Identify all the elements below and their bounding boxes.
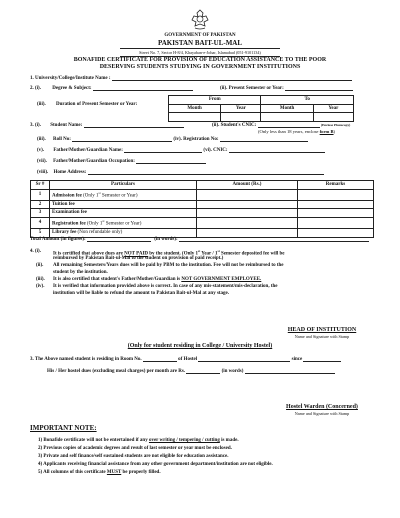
section-3iii-number: (iii). <box>37 137 46 142</box>
note-1: 1) Bonafide certificate will not be entertained if any over writing / tempering / cutting is made. <box>38 438 239 443</box>
section-2i-number: 2. (i). <box>30 86 41 91</box>
declaration-4i-number: 4. (i). <box>30 249 41 254</box>
declaration-4ii-text-2: student by the institution. <box>53 270 108 275</box>
fee-particular: Registration fee (Only 1st Semester or Year) <box>50 218 197 229</box>
fee-sr: 5 <box>31 229 50 238</box>
fee-particular: Library fee (Non refundable only) <box>50 229 197 238</box>
hostel-room-row <box>30 356 341 362</box>
section-3viii-number: (viii). <box>37 170 49 175</box>
fee-remarks-cell[interactable] <box>298 200 374 209</box>
to-year-header: Year <box>313 104 353 113</box>
present-semester-label: (ii). Present Semester or Year: <box>220 86 284 91</box>
enclose-photocopy-note: (Enclose Photocopy) <box>320 123 351 127</box>
duration-table <box>168 95 354 122</box>
hostel-dues-field[interactable] <box>186 368 220 374</box>
total-words-label: (in words): <box>154 237 178 242</box>
declaration-4ii-number: (ii). <box>36 263 44 268</box>
hostel-room-label: 3. The Above named student is residing in Room No. <box>30 357 142 362</box>
student-cnic-field[interactable] <box>258 122 320 128</box>
fee-header-amount: Amount (Rs.) <box>197 181 298 190</box>
fee-sr: 2 <box>31 200 50 209</box>
from-month-header: Month <box>169 104 221 113</box>
table-row <box>31 189 374 200</box>
duration-to-header: To <box>261 96 354 105</box>
note-4: 4) Applicants receiving financial assistance from any other government department/institution are not eligible. <box>38 462 273 467</box>
institute-name-field[interactable] <box>112 75 352 81</box>
fee-amount-cell[interactable] <box>197 200 298 209</box>
hostel-warden-subtitle: Name and Signature with Stamp <box>294 411 350 416</box>
hostel-section-heading: (Only for student residing in College / University Hostel) <box>127 343 273 349</box>
degree-subject-field[interactable] <box>93 85 193 91</box>
fee-table <box>30 180 374 238</box>
government-heading: GOVERNMENT OF PAKISTAN <box>164 33 236 38</box>
student-name-label: Student Name: <box>50 123 83 128</box>
fee-header-particulars: Particulars <box>50 181 197 190</box>
total-figures-label: Total Amount (in figures): <box>30 237 86 242</box>
fee-remarks-cell[interactable] <box>298 209 374 218</box>
fee-particular: Admission fee (Only 1st Semester or Year) <box>50 189 197 200</box>
hostel-warden-title: Hostel Warden (Concerned) <box>286 404 358 410</box>
section-3vii-number: (vii). <box>37 159 47 164</box>
duration-label: Duration of Present Semester or Year: <box>56 102 138 107</box>
fee-header-sr: Sr # <box>31 181 50 190</box>
important-note-title: IMPORTANT NOTE: <box>30 424 97 432</box>
hostel-dues-label: His / Her hostel dues (excluding meal charges) per month are Rs. <box>47 369 186 374</box>
head-of-institution-title: HEAD OF INSTITUTION <box>287 327 357 333</box>
declaration-4iv-text-2: institution will be liable to refund the amount to Pakistan Bait-ul-Mal at any stage. <box>53 291 230 296</box>
head-of-institution-subtitle: Name and Signature with Stamp <box>294 334 350 339</box>
degree-row <box>30 85 193 91</box>
organization-name: PAKISTAN BAIT-UL-MAL <box>157 39 243 47</box>
room-no-field[interactable] <box>143 356 177 362</box>
present-semester-row <box>220 85 353 91</box>
total-figures-field[interactable] <box>87 236 151 242</box>
hostel-name-field[interactable] <box>198 356 290 362</box>
from-year-header: Year <box>221 104 261 113</box>
guardian-name-row <box>37 147 325 153</box>
guardian-name-label: Father/Mother/Guardian Name: <box>53 148 123 153</box>
to-year-cell[interactable] <box>313 113 353 122</box>
section-3i-number: 3. (i). <box>30 123 41 128</box>
hostel-since-field[interactable] <box>303 356 341 362</box>
student-name-row <box>30 122 184 128</box>
fee-amount-cell[interactable] <box>197 209 298 218</box>
roll-no-label: Roll No: <box>53 137 71 142</box>
under-18-note-end: ) <box>333 129 336 134</box>
fee-amount-cell[interactable] <box>197 218 298 229</box>
student-name-field[interactable] <box>84 122 184 128</box>
certificate-title-line1: BONAFIDE CERTIFICATE FOR PROVISION OF EDUCATION ASSISTANCE TO THE POOR <box>73 57 327 63</box>
declaration-4iii-number: (iii). <box>36 277 45 282</box>
declaration-4iii-text: It is also certified that student's Father/Mother/Guardian is NOT GOVERNMENT EMPLOYEE. <box>53 277 262 282</box>
hostel-dues-words-label: (in words) <box>221 369 244 374</box>
student-cnic-label: (ii). Student's CNIC: <box>212 123 257 128</box>
roll-no-row <box>37 136 308 142</box>
organization-address: Street No. 7, Sector H-8/4, Khayaban-e-Johar, Islamabad (051-9101134) <box>120 48 280 57</box>
degree-subject-label: Degree & Subject: <box>52 86 92 91</box>
fee-sr: 3 <box>31 209 50 218</box>
registration-no-label: (iv). Registration No: <box>173 137 219 142</box>
certificate-title-line2: DESERVING STUDENTS STUDYING IN GOVERNMENT INSTITUTIONS <box>99 64 301 70</box>
note-2: 2) Previous copies of academic degrees and result of last semester or year must be enclosed. <box>38 446 232 451</box>
from-month-cell[interactable] <box>169 113 221 122</box>
under-18-note: (Only less than 18 years, enclose <box>258 129 320 134</box>
section-2iii-number: (iii). <box>37 102 46 107</box>
guardian-cnic-label: (vi). CNIC: <box>203 148 228 153</box>
declaration-4iv-text: It is verified that information provided above is correct. In case of any mis-statement/mis-declaration, the <box>53 284 278 289</box>
student-cnic-row <box>212 122 350 128</box>
home-address-field[interactable] <box>88 169 324 175</box>
guardian-cnic-field[interactable] <box>229 147 325 153</box>
government-emblem-icon <box>189 8 211 30</box>
guardian-occupation-label: Father/Mother/Guardian Occupation: <box>53 159 135 164</box>
table-row <box>31 218 374 229</box>
guardian-occupation-row <box>37 158 206 164</box>
declaration-4iv-number: (iv). <box>36 284 45 289</box>
duration-from-header: From <box>169 96 261 105</box>
fee-remarks-cell[interactable] <box>298 189 374 200</box>
present-semester-field[interactable] <box>285 85 353 91</box>
declaration-4ii-text: All remaining Semesters/Years dues will be paid by PBM to the institution. Fee will not be reimbursed to the <box>53 263 284 268</box>
guardian-name-field[interactable] <box>124 147 202 153</box>
declaration-4i-text-2: reimbursed by Pakistan Bait-ul-Mal to the student on provision of paid receipt.) <box>53 256 224 261</box>
institute-name-row <box>30 75 352 81</box>
fee-sr: 1 <box>31 189 50 200</box>
hostel-dues-row <box>47 368 335 374</box>
form-b-label: form B <box>319 129 334 134</box>
fee-sr: 4 <box>31 218 50 229</box>
table-row <box>31 209 374 218</box>
fee-particular: Examination fee <box>50 209 197 218</box>
hostel-since-label: since <box>291 357 303 362</box>
note-3: 3) Private and self finance/self sustained students are not eligible for education assistance. <box>38 454 229 459</box>
from-year-cell[interactable] <box>221 113 261 122</box>
hostel-dues-words-field[interactable] <box>245 368 335 374</box>
fee-table-header <box>31 181 374 190</box>
form-b-note <box>258 129 335 134</box>
institute-name-label: 1. University/College/Institute Name : <box>30 76 111 81</box>
to-month-header: Month <box>261 104 313 113</box>
to-month-cell[interactable] <box>261 113 313 122</box>
table-row <box>31 200 374 209</box>
total-amount-row <box>30 236 369 242</box>
fee-remarks-cell[interactable] <box>298 218 374 229</box>
fee-particular: Tuition fee <box>50 200 197 209</box>
guardian-occupation-field[interactable] <box>136 158 206 164</box>
home-address-label: Home Address: <box>53 170 87 175</box>
total-words-field[interactable] <box>179 236 369 242</box>
fee-header-remarks: Remarks <box>298 181 374 190</box>
registration-no-field[interactable] <box>220 136 308 142</box>
fee-amount-cell[interactable] <box>197 189 298 200</box>
note-5: 5) All columns of this certificate MUST be properly filled. <box>38 470 161 475</box>
section-3v-number: (v). <box>37 148 45 153</box>
home-address-row <box>37 169 324 175</box>
declaration-4i-text: It is certified that above dues are NOT PAID by the student. (Only 1st Year / 1st Semester deposited fee will be <box>53 249 285 257</box>
roll-no-field[interactable] <box>72 136 172 142</box>
hostel-name-label: of Hostel <box>178 357 198 362</box>
